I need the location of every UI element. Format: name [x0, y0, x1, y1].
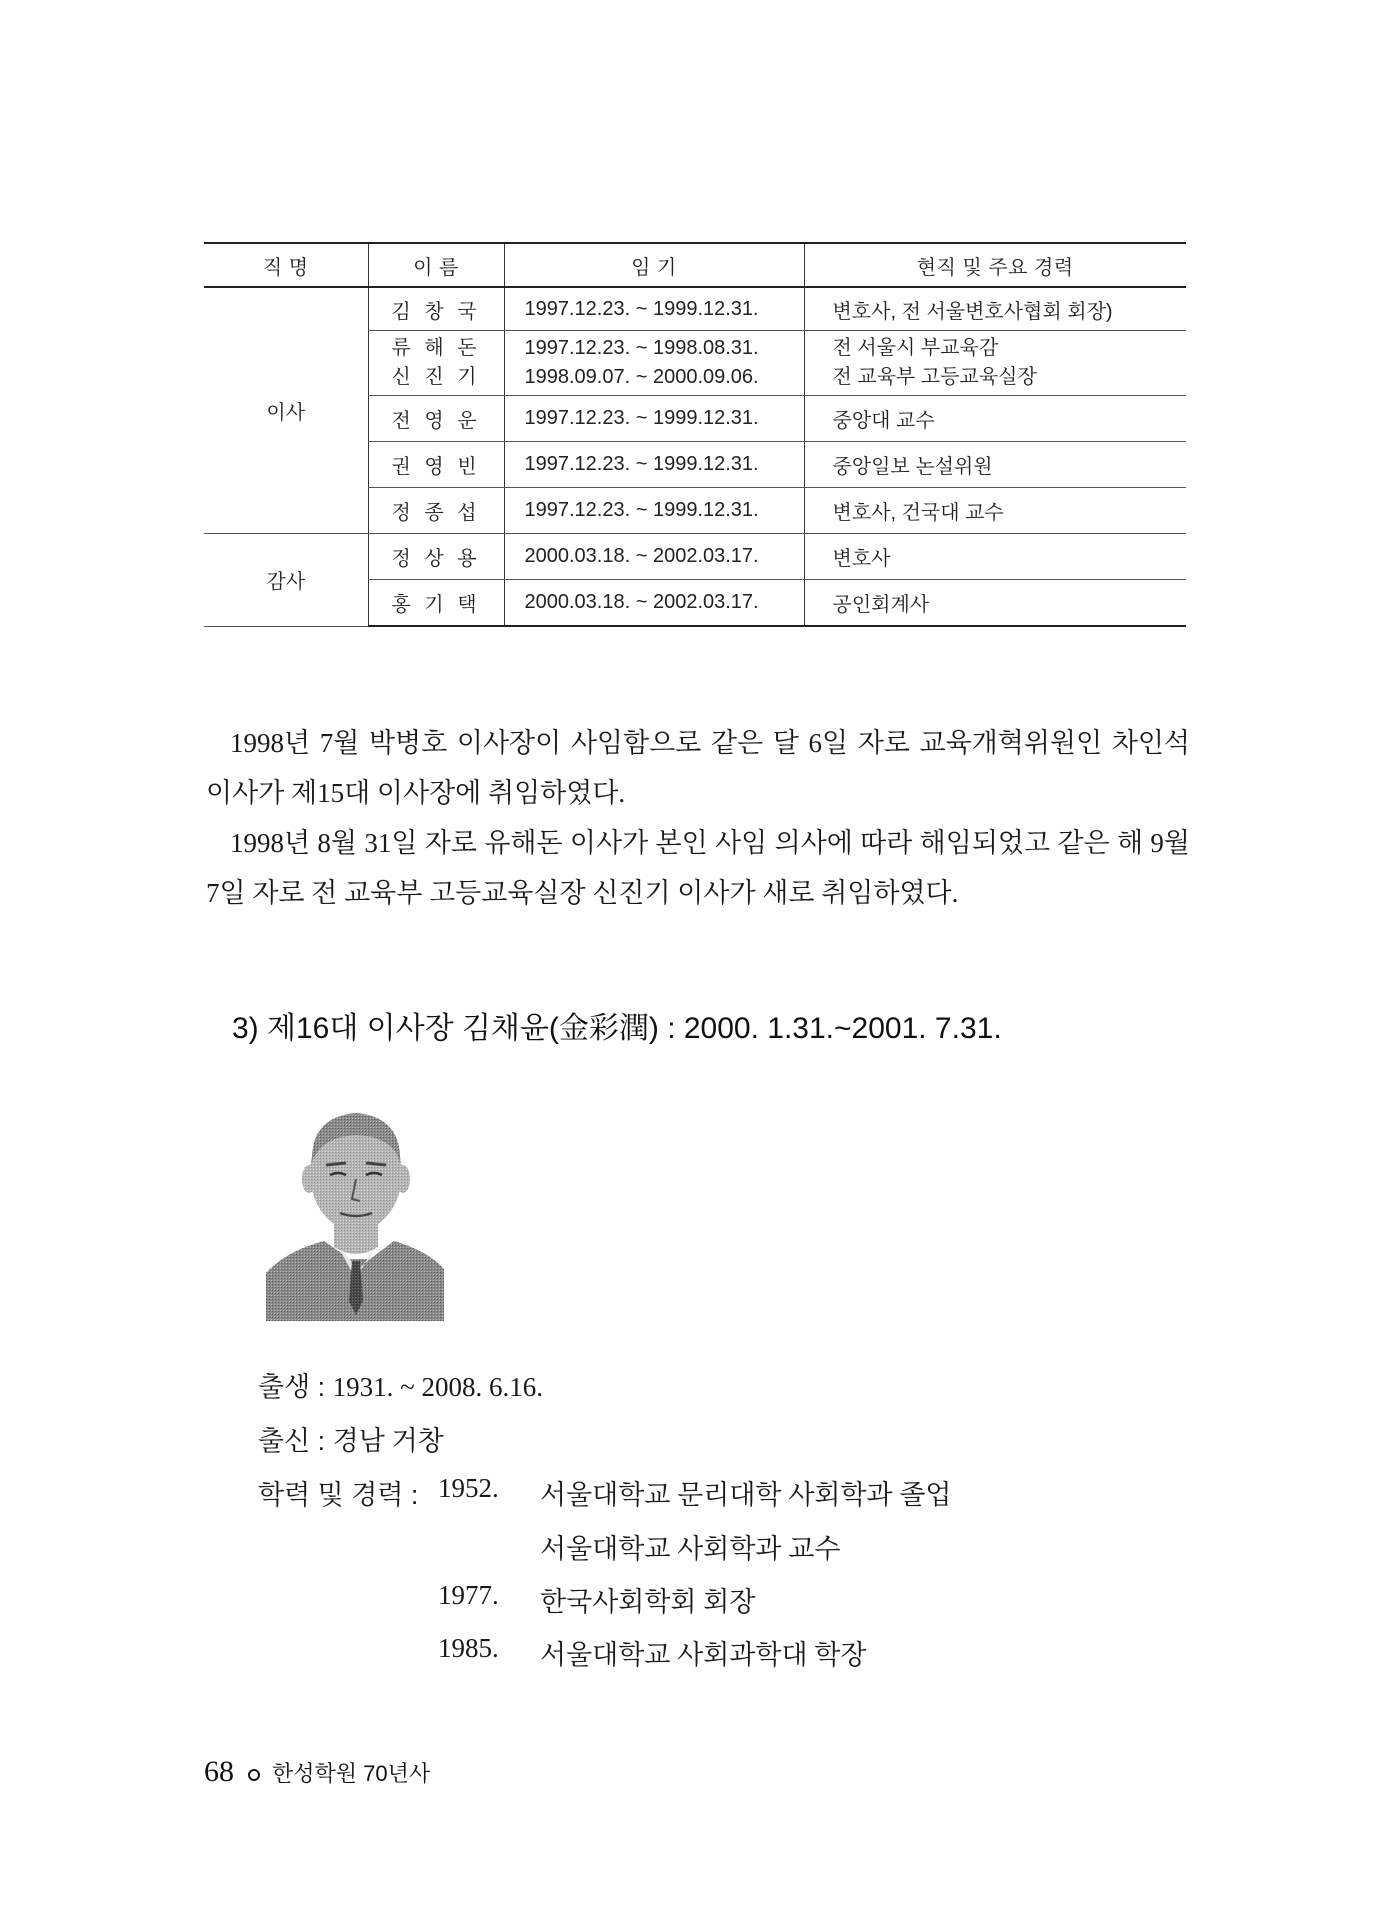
career-year: 1977.: [438, 1580, 499, 1610]
career-line: [258, 1473, 418, 1512]
birth-value: 1931. ~ 2008. 6.16.: [332, 1372, 544, 1402]
career-cell: 변호사, 건국대 교수: [804, 488, 1186, 534]
name-line: 류 해 돈: [391, 337, 481, 359]
header-name: 이 름: [368, 243, 504, 287]
name-cell: 전 영 운: [368, 396, 504, 442]
name-cell: 김 창 국: [368, 287, 504, 331]
career-label: 학력 및 경력 :: [258, 1480, 419, 1510]
origin-line: [258, 1419, 444, 1458]
board-members-table: [204, 242, 1186, 627]
header-term: 임 기: [504, 243, 804, 287]
term-cell: 2000.03.18. ~ 2002.03.17.: [504, 534, 804, 580]
career-cell: [804, 331, 1186, 396]
name-cell: 정 상 용: [368, 534, 504, 580]
career-cell: 변호사, 전 서울변호사협회 회장): [804, 287, 1186, 331]
page-number: 68: [204, 1755, 234, 1788]
section-heading: 3) 제16대 이사장 김채윤(金彩潤) : 2000. 1.31.~2001. 7.31.: [232, 1012, 1002, 1045]
birth-label: 출생 :: [258, 1372, 333, 1402]
term-cell: 2000.03.18. ~ 2002.03.17.: [504, 580, 804, 627]
career-item: 한국사회학회 회장: [540, 1587, 756, 1617]
header-career: 현직 및 주요 경력: [804, 243, 1186, 287]
table-row: [204, 287, 1186, 331]
role-cell-auditor: 감사: [204, 534, 368, 627]
career-cell: 변호사: [804, 534, 1186, 580]
term-cell: 1997.12.23. ~ 1999.12.31.: [504, 488, 804, 534]
book-title: 한성학원 70년사: [272, 1761, 431, 1786]
name-line: 신 진 기: [391, 366, 481, 388]
name-cell: 권 영 빈: [368, 442, 504, 488]
career-year: 1985.: [438, 1633, 499, 1663]
career-item: 서울대학교 문리대학 사회학과 졸업: [540, 1480, 952, 1510]
career-line: 전 서울시 부교육감: [832, 337, 999, 359]
role-cell-director: 이사: [204, 287, 368, 534]
origin-label: 출신 :: [258, 1426, 333, 1456]
career-cell: 중앙대 교수: [804, 396, 1186, 442]
term-cell: 1997.12.23. ~ 1999.12.31.: [504, 396, 804, 442]
body-paragraph: 1998년 7월 박병호 이사장이 사임함으로 같은 달 6일 자로 교육개혁위원인 차인석 이사가 제15대 이사장에 취임하였다.: [206, 728, 1190, 808]
term-line: 1997.12.23. ~ 1998.08.31.: [524, 337, 759, 359]
header-position: 직 명: [204, 243, 368, 287]
bullet-icon: [248, 1769, 260, 1781]
table-row: [204, 534, 1186, 580]
body-paragraph: 1998년 8월 31일 자로 유해돈 이사가 본인 사임 의사에 따라 해임되었고 같은 해 9월 7일 자로 전 교육부 고등교육실장 신진기 이사가 새로 취임하였다.: [206, 828, 1190, 908]
name-cell: 정 종 섭: [368, 488, 504, 534]
birth-line: [258, 1365, 543, 1404]
term-cell: 1997.12.23. ~ 1999.12.31.: [504, 442, 804, 488]
portrait-photo: [266, 1101, 444, 1321]
career-cell: 공인회계사: [804, 580, 1186, 627]
career-line: 전 교육부 고등교육실장: [832, 366, 1037, 388]
career-item: 서울대학교 사회학과 교수: [540, 1534, 841, 1564]
table-header-row: [204, 243, 1186, 287]
page-footer: [204, 1755, 430, 1789]
origin-value: 경남 거창: [332, 1426, 444, 1456]
term-cell: [504, 331, 804, 396]
name-cell: [368, 331, 504, 396]
term-line: 1998.09.07. ~ 2000.09.06.: [524, 366, 759, 388]
career-year: 1952.: [438, 1473, 499, 1503]
term-cell: 1997.12.23. ~ 1999.12.31.: [504, 287, 804, 331]
name-cell: 홍 기 택: [368, 580, 504, 627]
career-item: 서울대학교 사회과학대 학장: [540, 1640, 867, 1670]
career-cell: 중앙일보 논설위원: [804, 442, 1186, 488]
